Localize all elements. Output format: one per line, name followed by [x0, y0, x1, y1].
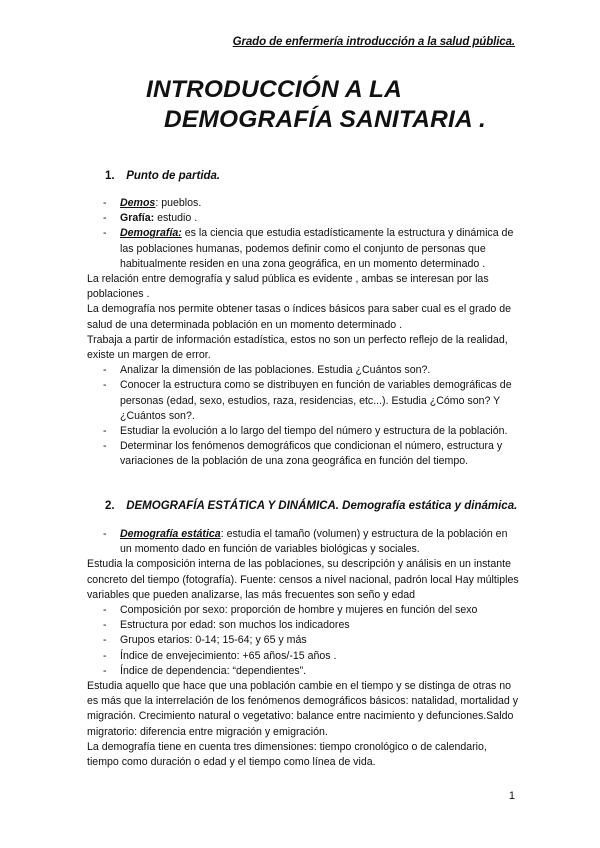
definition-term: Grafía: — [120, 212, 155, 225]
list-item-text: Grupos etarios: 0-14; 15-64; y 65 y más — [120, 634, 307, 647]
title-line-2: DEMOGRAFÍA SANITARIA . — [164, 106, 486, 133]
definition-text: es la ciencia que estudia estadísticamente la estructura y dinámica de las poblaciones humanas, podemos definir como el conjunto de personas que habitualmente residen en una zona geográfica, en un momento determinado . — [120, 227, 514, 270]
list-dash: - — [103, 212, 107, 225]
section-1-body — [87, 196, 519, 470]
list-dash: - — [103, 528, 107, 540]
section-2-title: DEMOGRAFÍA ESTÁTICA Y DINÁMICA. Demografía estática y dinámica. — [126, 500, 518, 512]
list-item-text: Conocer la estructura como se distribuyen en función de variables demográficas de personas (edad, sexo, estudios, raza, residencias, etc...). Estudia ¿Cómo son? Y ¿Cuántos son?. — [120, 379, 512, 422]
list-dash: - — [103, 619, 107, 632]
list-item — [87, 649, 519, 664]
list-item — [87, 603, 519, 618]
definition-term: Demos — [120, 197, 156, 209]
title-line-1: INTRODUCCIÓN A LA — [145, 76, 403, 103]
section-2-body — [87, 527, 519, 770]
section-1-title: Punto de partida. — [126, 170, 221, 182]
list-item — [87, 378, 519, 424]
list-item — [87, 618, 519, 633]
definition-text: estudio . — [154, 212, 198, 225]
list-item-text: Composición por sexo: proporción de hombre y mujeres en función del sexo — [120, 604, 478, 617]
section-2-number: 2. — [105, 500, 115, 512]
list-item — [87, 664, 519, 679]
list-dash: - — [103, 425, 107, 438]
section-2-heading — [105, 500, 517, 512]
list-dash: - — [103, 440, 107, 453]
list-item — [87, 633, 519, 648]
list-item-text: Estructura por edad: son muchos los indicadores — [120, 619, 350, 632]
definition-item — [87, 196, 519, 211]
definition-term: Demografía estática — [120, 528, 221, 540]
list-item — [87, 363, 519, 378]
definition-term: Demografía: — [120, 227, 182, 240]
list-item-text: Determinar los fenómenos demográficos que condicionan el número, estructura y variaciones de la población de una zona geográfica en función del tiempo. — [120, 440, 503, 468]
list-item — [87, 439, 519, 469]
list-dash: - — [103, 379, 107, 392]
paragraph: Trabaja a partir de información estadística, estos no son un perfecto reflejo de la realidad, existe un margen de error. — [87, 333, 508, 362]
paragraph: La demografía nos permite obtener tasas o índices básicos para saber cual es el grado de salud de una determinada población en un momento determinado . — [87, 303, 512, 331]
section-1-heading — [105, 170, 220, 182]
list-dash: - — [103, 649, 107, 662]
definition-text: : pueblos. — [155, 197, 202, 209]
paragraph: Estudia aquello que hace que una población cambie en el tiempo y se distinga de otras no es más que la interrelación de los fenómenos demográficos básicos: natalidad, mortalidad y migración. Crecimiento natural o vegetativo: balance entre nacimiento y defunciones.Saldo migratorio: diferencia entre migración y emigración. — [87, 680, 519, 738]
paragraph: La demografía tiene en cuenta tres dimensiones: tiempo cronológico o de calendario, tiempo como duración o edad y el tiempo como línea de vida. — [87, 740, 487, 769]
list-dash: - — [103, 604, 107, 617]
paragraph: Estudia la composición interna de las poblaciones, su descripción y análisis en un instante concreto del tiempo (fotografía). Fuente: censos a nivel nacional, padrón local Hay múltiples variables que pueden analizarse, las más frecuentes son seño y edad — [87, 558, 519, 601]
definition-item — [87, 527, 519, 557]
paragraph: La relación entre demografía y salud pública es evidente , ambas se interesan por las poblaciones . — [87, 273, 489, 301]
list-dash: - — [103, 227, 107, 240]
list-item-text: Analizar la dimensión de las poblaciones. Estudia ¿Cuántos son?. — [120, 364, 431, 377]
page-number: 1 — [508, 790, 515, 802]
definition-item — [87, 226, 519, 272]
list-item-text: Estudiar la evolución a lo largo del tiempo del número y estructura de la población. — [120, 425, 508, 438]
list-dash: - — [103, 197, 107, 209]
list-dash: - — [103, 664, 107, 677]
list-dash: - — [103, 364, 107, 377]
list-item-text: Índice de envejecimiento: +65 años/-15 años . — [120, 649, 337, 662]
list-dash: - — [103, 634, 107, 647]
list-item — [87, 424, 519, 439]
running-header: Grado de enfermería introducción a la salud pública. — [232, 36, 515, 48]
definition-item — [87, 211, 519, 226]
list-item-text: Índice de dependencia: “dependientes”. — [120, 664, 307, 677]
section-1-number: 1. — [105, 170, 115, 182]
definition-text: : estudia el tamaño (volumen) y estructura de la población en un momento dado en función de variables biológicas y sociales. — [120, 528, 508, 556]
